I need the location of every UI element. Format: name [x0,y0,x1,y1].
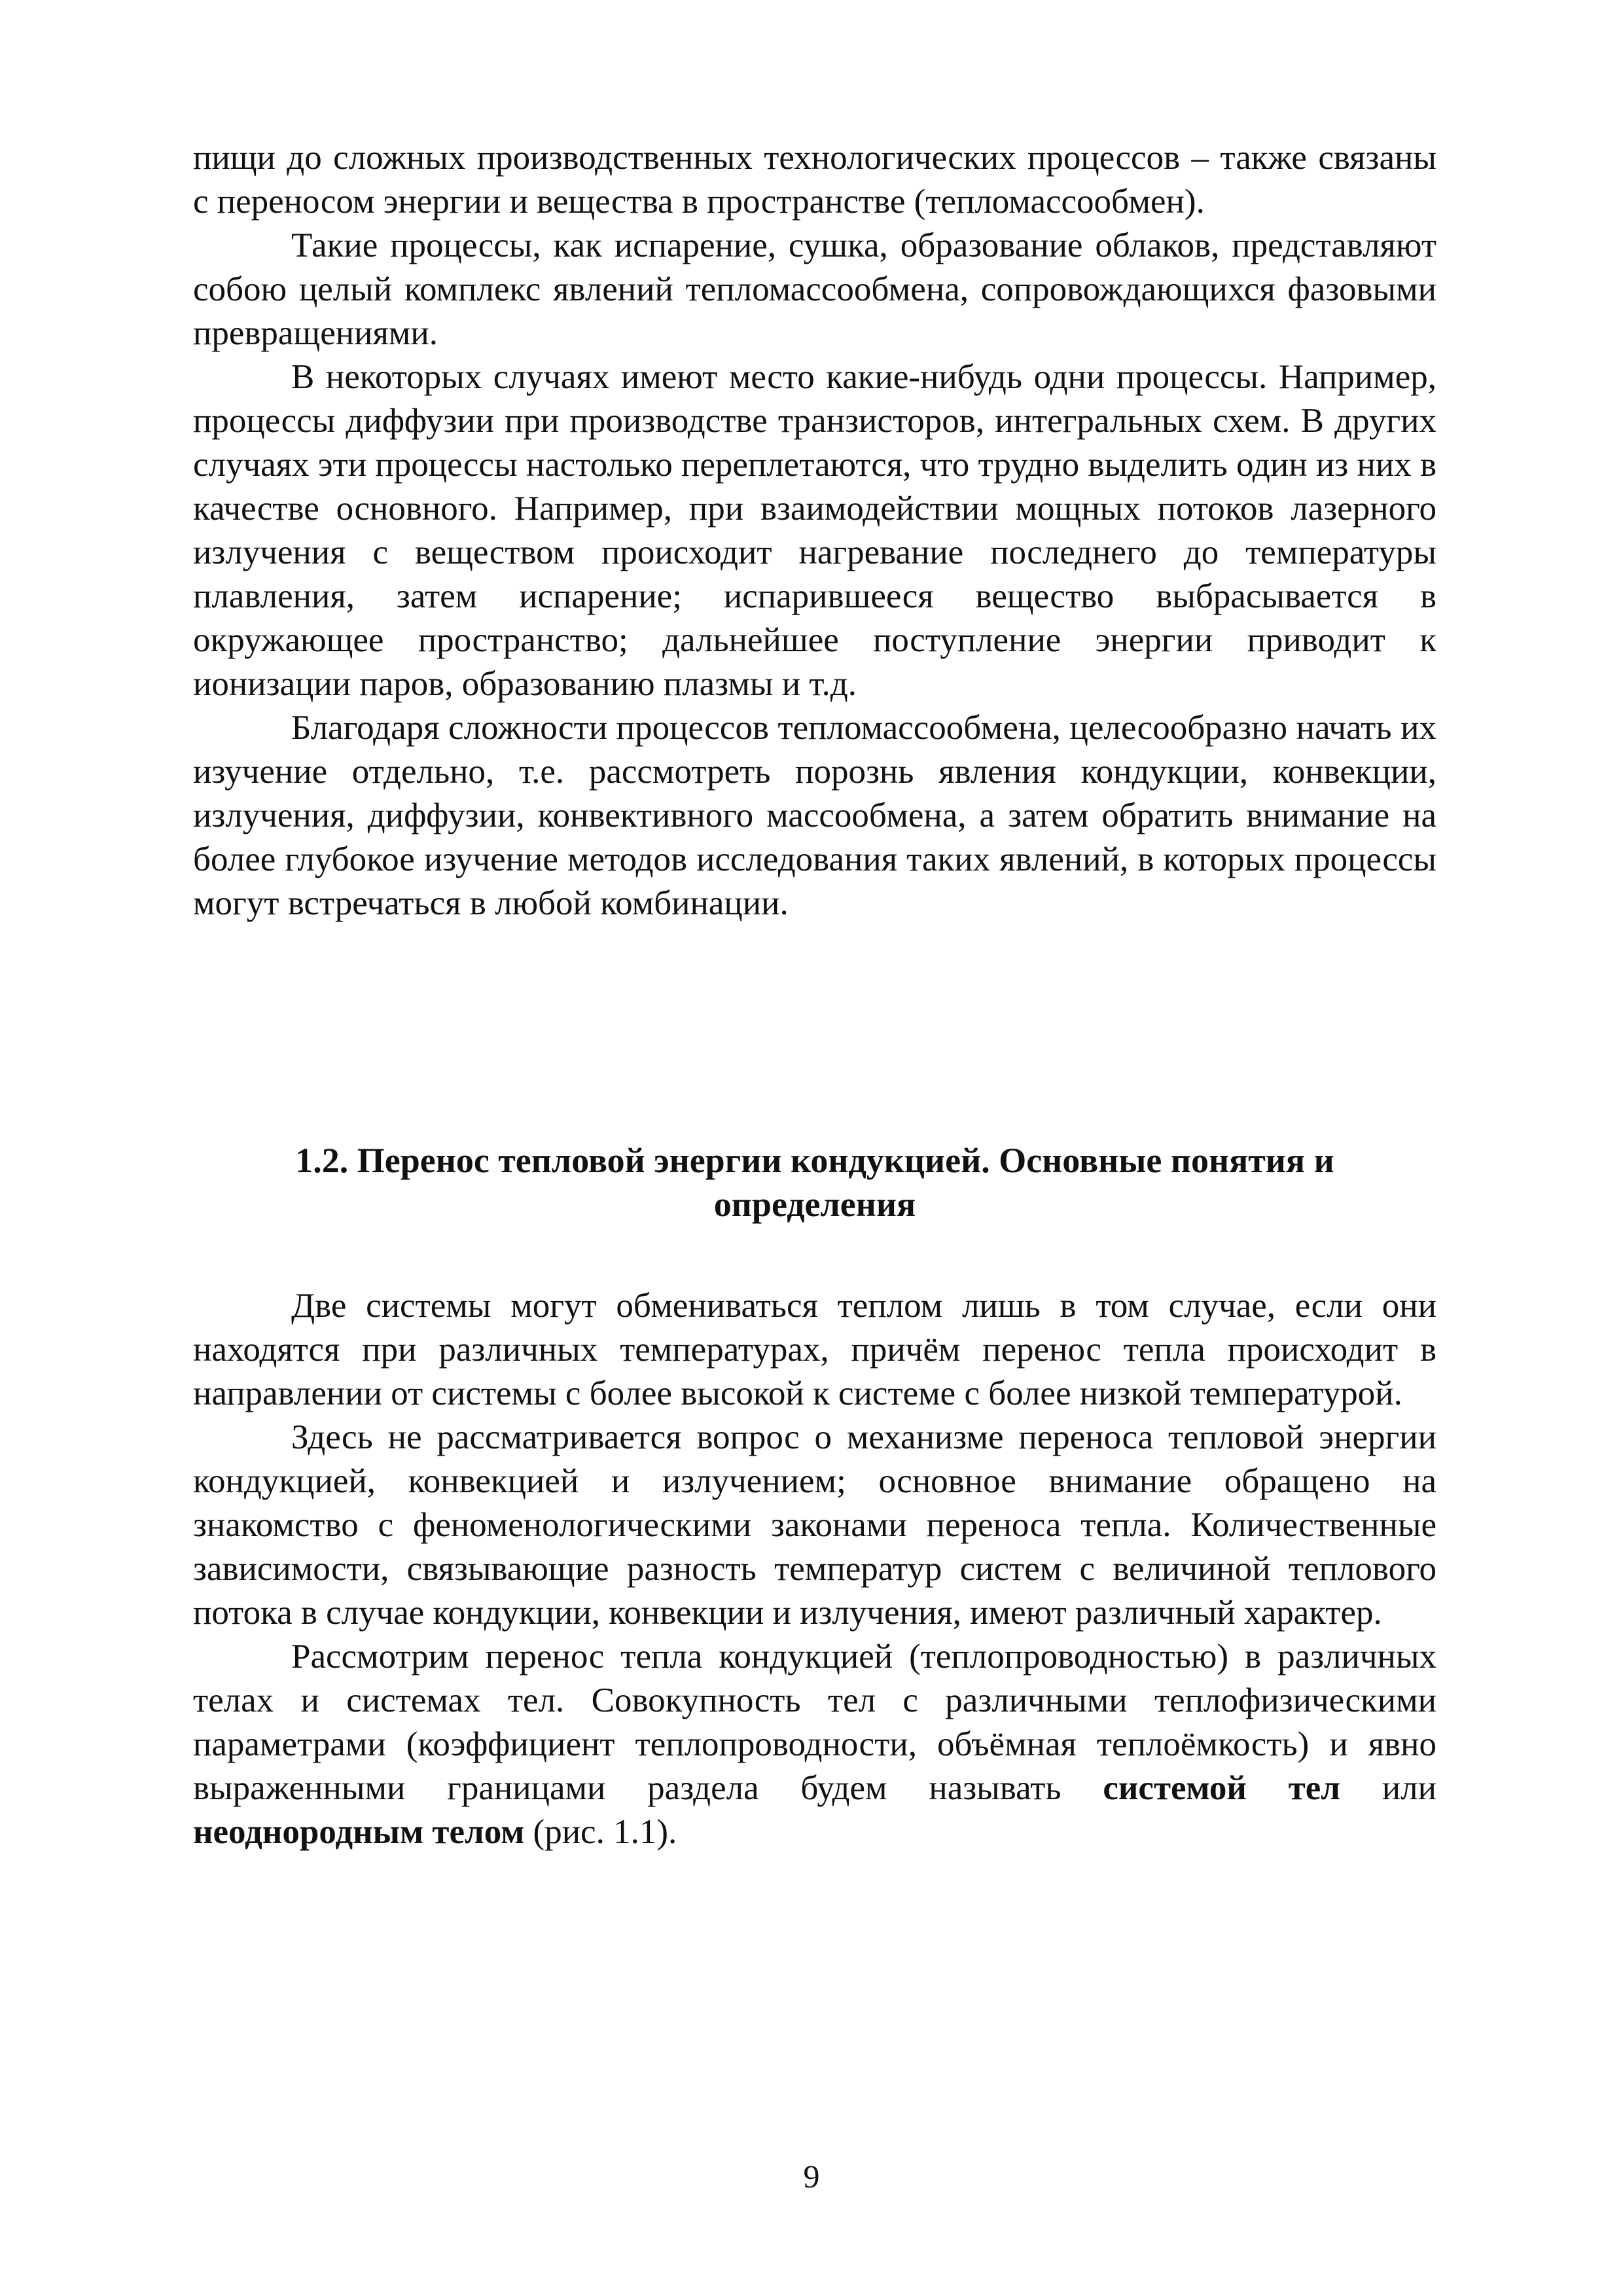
term-system-of-bodies: системой тел [1103,1769,1341,1807]
section-heading-line1: 1.2. Перенос тепловой энергии кондукцией. Основные понятия и [295,1141,1334,1180]
text-block-bottom [193,1284,1436,1854]
page-number: 9 [803,2158,820,2195]
text-block-top [193,136,1436,925]
term-inhomogeneous-body: неоднородным телом [193,1813,525,1851]
conduction-text-mid: или [1340,1769,1436,1807]
paragraph-mechanism: Здесь не рассматривается вопрос о механизме переноса тепловой энергии кондукцией, конвекцией и излучением; основное внимание обращено на знакомство с феноменологическими законами переноса тепла. Количественные зависимости, связывающие разность температур систем с величиной теплового потока в случае кондукции, конвекции и излучения, имеют различный характер. [193,1418,1436,1632]
conduction-text-end: (рис. 1.1). [524,1813,677,1851]
paragraph-continuation: пищи до сложных производственных технологических процессов – также связаны с переносом энергии и вещества в пространстве (тепломассообмен). [193,139,1436,221]
section-heading-line2: определения [713,1185,916,1224]
paragraph-complexity: Благодаря сложности процессов тепломассообмена, целесообразно начать их изучение отдельно, т.е. рассмотреть порознь явления кондукции, конвекции, излучения, диффузии, конвективного массообмена, а затем обратить внимание на более глубокое изучение методов исследования таких явлений, в которых процессы могут встречаться в любой комбинации. [193,709,1436,922]
section-heading [193,1139,1436,1227]
conduction-text-start: Рассмотрим перенос тепла кондукцией (теплопроводностью) в различных телах и системах тел. Совокупность тел с различными теплофизическими параметрами (коэффициент теплопроводности, объёмная теплоёмкость) и явно выраженными границами раздела будем называть [193,1638,1436,1807]
paragraph-conduction [193,1635,1436,1854]
paragraph-evaporation: Такие процессы, как испарение, сушка, образование облаков, представляют собою целый комплекс явлений тепломассообмена, сопровождающихся фазовыми превращениями. [193,226,1436,352]
paragraph-heat-exchange: Две системы могут обмениваться теплом лишь в том случае, если они находятся при различных температурах, причём перенос тепла происходит в направлении от системы с более высокой к системе с более низкой температурой. [193,1287,1436,1412]
paragraph-processes: В некоторых случаях имеют место какие-нибудь одни процессы. Например, процессы диффузии при производстве транзисторов, интегральных схем. В других случаях эти процессы настолько переплетаются, что трудно выделить один из них в качестве основного. Например, при взаимодействии мощных потоков лазерного излучения с веществом происходит нагревание последнего до температуры плавления, затем испарение; испарившееся вещество выбрасывается в окружающее пространство; дальнейшее поступление энергии приводит к ионизации паров, образованию плазмы и т.д. [193,358,1436,703]
